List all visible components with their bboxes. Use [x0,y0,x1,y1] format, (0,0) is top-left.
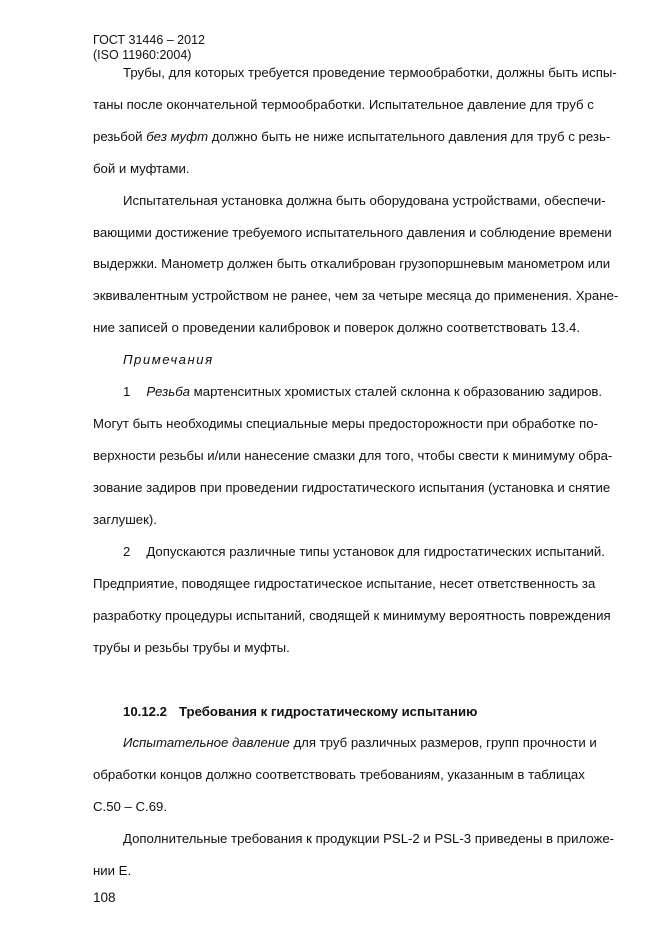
text-run: мартенситных хромистых сталей склонна к образованию задиров. [190,384,603,399]
text-line: зование задиров при проведении гидростатического испытания (установка и снятие [93,480,611,495]
page-number: 108 [93,890,116,905]
note-number: 2 [123,544,131,559]
text-line: верхности резьбы и/или нанесение смазки для того, чтобы свести к минимуму обра- [93,448,613,463]
text-line [123,735,597,751]
section-heading [123,704,477,720]
text-run: должно быть не ниже испытательного давления для труб с резь- [208,129,611,144]
note-number: 1 [123,384,131,399]
text-line: обработки концов должно соответствовать требованиям, указанным в таблицах [93,767,585,782]
note-2-first-line [123,544,605,560]
text-line: Могут быть необходимы специальные меры предосторожности при обработке по- [93,416,599,431]
text-run: для труб различных размеров, групп прочности и [289,735,597,750]
note-1-first-line [123,384,602,400]
text-line: эквивалентным устройством не ранее, чем за четыре месяца до применения. Хране- [93,288,619,303]
text-line [93,129,610,145]
text-line: таны после окончательной термообработки. Испытательное давление для труб с [93,97,594,112]
section-number: 10.12.2 [123,704,167,719]
text-line: разработку процедуры испытаний, сводящей к минимуму вероятность повреждения [93,608,611,623]
text-line: заглушек). [93,512,157,527]
notes-title: Примечания [123,352,214,367]
text-line: Испытательная установка должна быть оборудована устройствами, обеспечи- [123,193,606,208]
text-line: нии Е. [93,863,132,878]
text-line: вающими достижение требуемого испытательного давления и соблюдение времени [93,225,612,240]
text-run: резьбой [93,129,147,144]
section-title: Требования к гидростатическому испытанию [179,704,478,719]
text-line: С.50 – С.69. [93,799,168,814]
text-line: бой и муфтами. [93,161,190,176]
text-run: Допускаются различные типы установок для гидростатических испытаний. [146,544,605,559]
text-line: Дополнительные требования к продукции PSL-2 и PSL-3 приведены в приложе- [123,831,615,846]
document-header [93,33,205,63]
text-line: Предприятие, поводящее гидростатическое испытание, несет ответственность за [93,576,596,591]
text-line: Трубы, для которых требуется проведение термообработки, должны быть испы- [123,65,617,80]
text-line: выдержки. Манометр должен быть откалиброван грузопоршневым манометром или [93,256,611,271]
text-line: трубы и резьбы трубы и муфты. [93,640,290,655]
italic-term: Резьба [146,384,190,399]
standard-designation: ГОСТ 31446 – 2012 [93,33,205,47]
italic-term: без муфт [146,129,209,144]
italic-term: Испытательное давление [123,735,290,750]
text-line: ние записей о проведении калибровок и поверок должно соответствовать 13.4. [93,320,580,335]
iso-reference: (ISO 11960:2004) [93,48,192,62]
